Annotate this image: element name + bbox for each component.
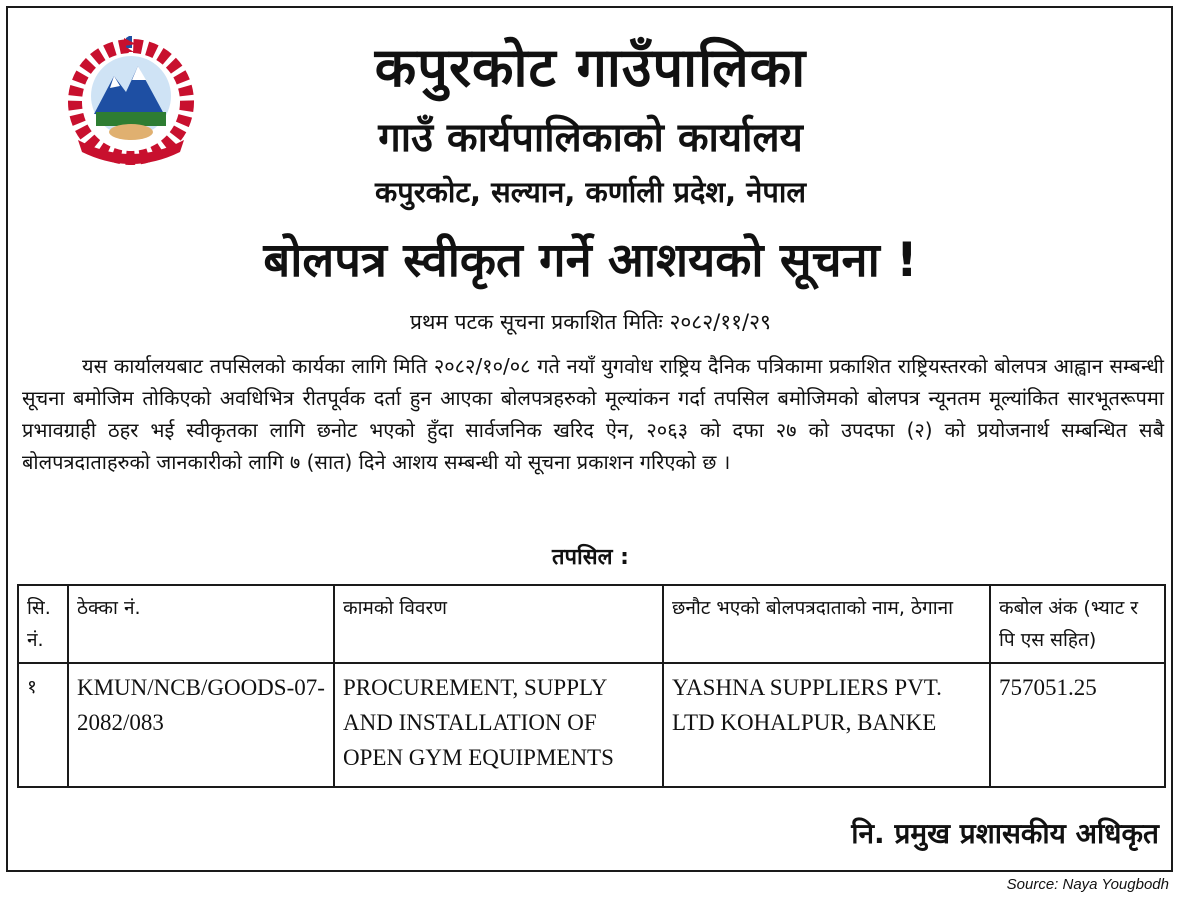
table-header-row: [18, 585, 1165, 663]
notice-title: बोलपत्र स्वीकृत गर्ने आशयको सूचना !: [263, 233, 918, 288]
source-credit: Source: Naya Yougbodh: [1006, 876, 1169, 893]
publish-date: प्रथम पटक सूचना प्रकाशित मितिः २०८२/११/२९: [410, 310, 771, 334]
cell-bidder: YASHNA SUPPLIERS PVT. LTD KOHALPUR, BANKE: [663, 663, 990, 787]
bid-details-table: [17, 584, 1166, 788]
col-header-amount: कबोल अंक (भ्याट र पि एस सहित): [990, 585, 1165, 663]
office-address: कपुरकोट, सल्यान, कर्णाली प्रदेश, नेपाल: [374, 175, 806, 209]
col-header-sn: सि. नं.: [18, 585, 68, 663]
signature-title: नि. प्रमुख प्रशासकीय अधिकृत: [851, 817, 1159, 850]
cell-amount: 757051.25: [990, 663, 1165, 787]
table-row: [18, 663, 1165, 787]
cell-sn: १: [18, 663, 68, 787]
cell-description: PROCUREMENT, SUPPLY AND INSTALLATION OF OPEN GYM EQUIPMENTS: [334, 663, 663, 787]
municipality-title: कपुरकोट गाउँपालिका: [374, 36, 807, 99]
cell-contract-no: KMUN/NCB/GOODS-07-2082/083: [68, 663, 334, 787]
details-heading: तपसिल :: [552, 545, 629, 570]
notice-paragraph: यस कार्यालयबाट तपसिलको कार्यका लागि मिति २०८२/१०/०८ गते नयाँ युगवोध राष्ट्रिय दैनिक पत्रिकामा प्रकाशित राष्ट्रियस्तरको बोलपत्र आह्वान सम्बन्धी सूचना बमोजिम तोकिएको अवधिभित्र रीतपूर्वक दर्ता हुन आएका बोलपत्रहरुको मूल्यांकन गर्दा तपसिल बमोजिमको बोलपत्र न्यूनतम मूल्यांकित सारभूतरूपमा प्रभावग्राही ठहर भई स्वीकृतका लागि छनोट भएको हुँदा सार्वजनिक खरिद ऐन, २०६३ को दफा २७ को उपदफा (२) को प्रयोजनार्थ सम्बन्धित सबै बोलपत्रदाताहरुको जानकारीको लागि ७ (सात) दिने आशय सम्बन्धी यो सूचना प्रकाशन गरिएको छ ।: [22, 354, 1164, 474]
col-header-description: कामको विवरण: [334, 585, 663, 663]
col-header-contract-no: ठेक्का नं.: [68, 585, 334, 663]
col-header-bidder: छनौट भएको बोलपत्रदाताको नाम, ठेगाना: [663, 585, 990, 663]
office-title: गाउँ कार्यपालिकाको कार्यालय: [378, 115, 803, 161]
